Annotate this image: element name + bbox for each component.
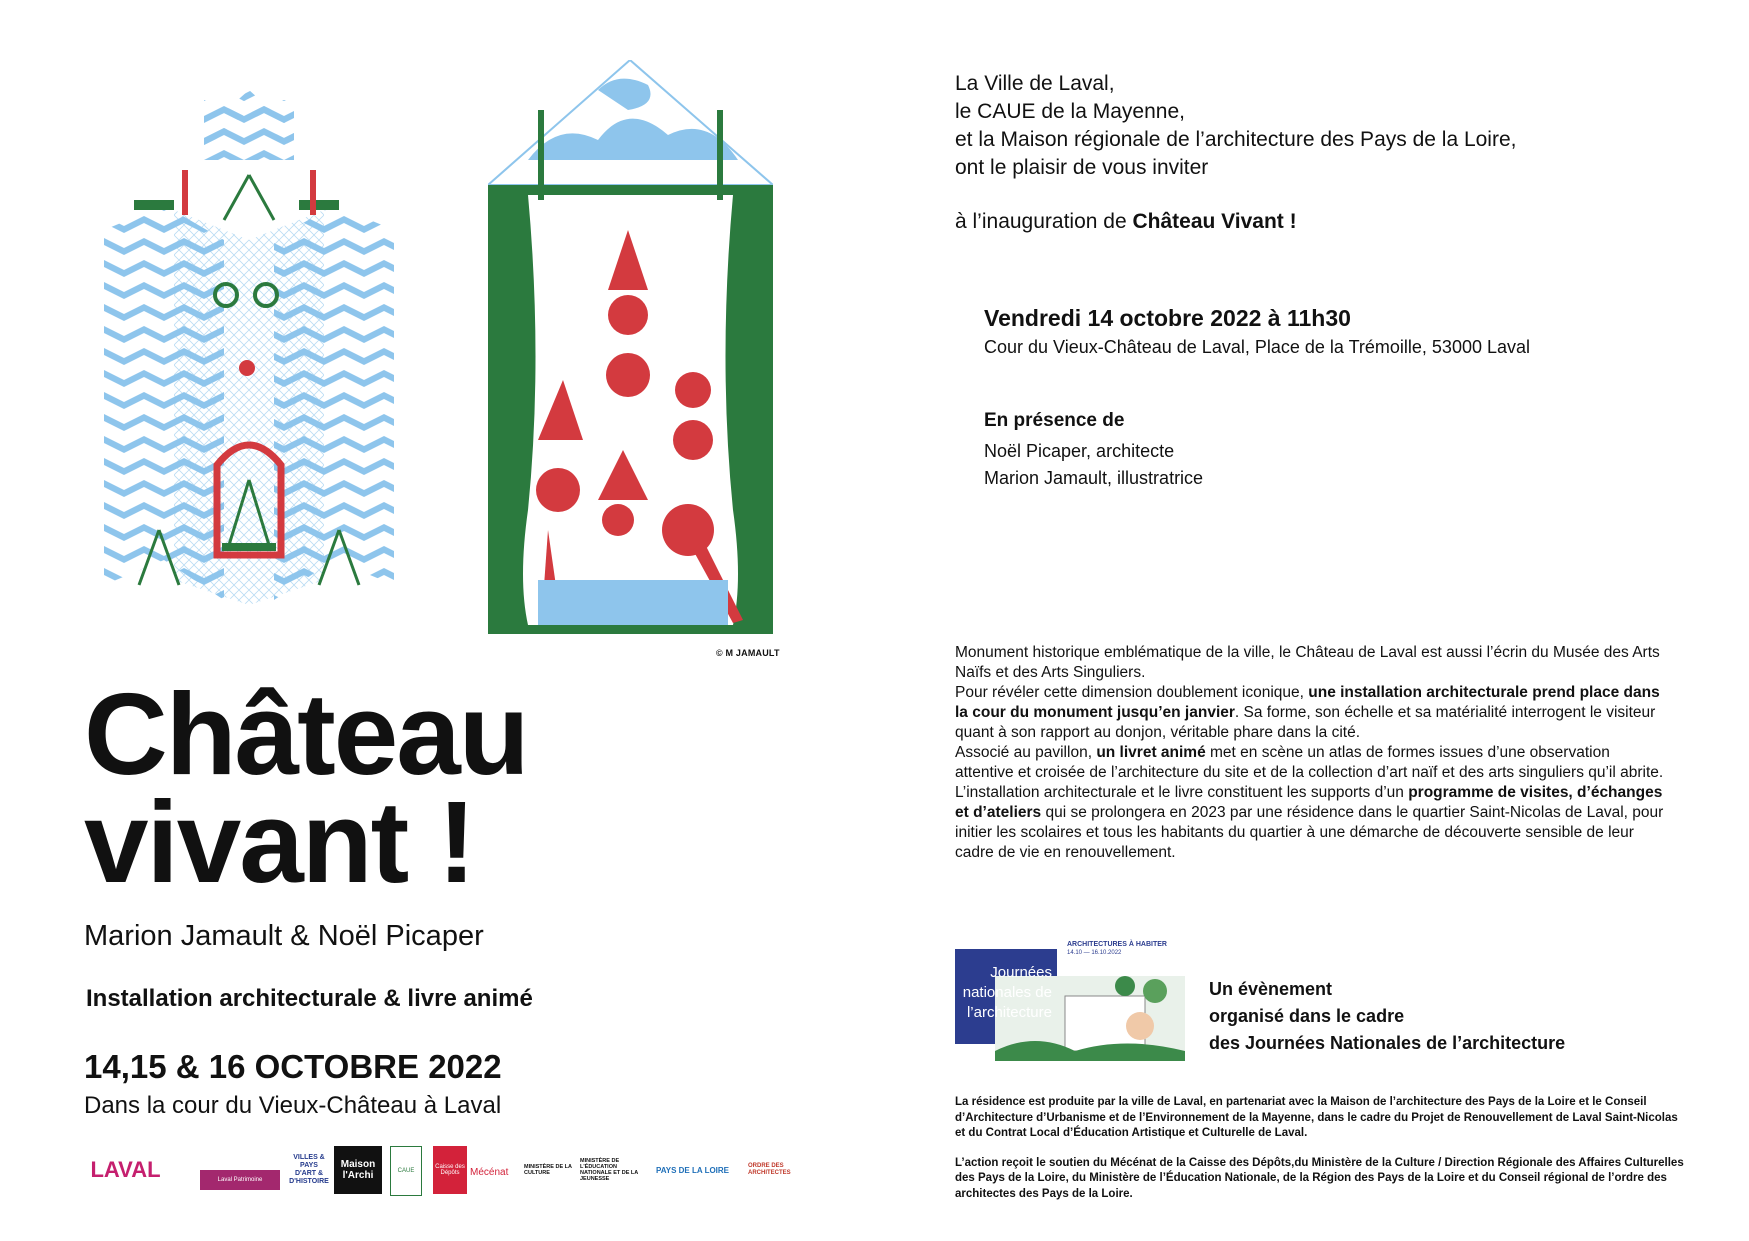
jna-title: Journées nationales de l’architecture bbox=[962, 964, 1052, 1021]
jna-banner bbox=[955, 941, 1185, 1061]
invite-line: La Ville de Laval, bbox=[955, 72, 1115, 95]
title-line-1: Château bbox=[84, 669, 528, 799]
event-context bbox=[1209, 976, 1565, 1057]
inauguration-datetime: Vendredi 14 octobre 2022 à 11h30 bbox=[984, 305, 1351, 331]
title-line-2: vivant ! bbox=[84, 777, 475, 907]
inauguration-line: à l’inauguration de Château Vivant ! bbox=[955, 210, 1297, 233]
castle-illustration-blue bbox=[104, 80, 394, 605]
pays-loire-logo: PAYS DE LA LOIRE bbox=[655, 1165, 730, 1175]
ordre-architectes-logo: ORDRE DES ARCHITECTES bbox=[748, 1163, 791, 1176]
illustration-credit: © M JAMAULT bbox=[716, 648, 780, 658]
presence-heading: En présence de bbox=[984, 410, 1125, 431]
desc-paragraph: Monument historique emblématique de la ville, le Château de Laval est aussi l’écrin du Musée des Arts Naïfs et des Arts Singuliers. bbox=[955, 644, 1660, 681]
laval-logo: LAVAL bbox=[90, 1157, 161, 1182]
jna-header: ARCHITECTURES À HABITER bbox=[1067, 941, 1167, 948]
subtitle: Installation architecturale & livre animé bbox=[86, 985, 533, 1012]
description bbox=[955, 643, 1665, 863]
invite-line: le CAUE de la Mayenne, bbox=[955, 100, 1185, 123]
castle-illustration-green bbox=[488, 60, 773, 634]
guest-list bbox=[984, 438, 1203, 492]
jna-dates: 14.10 — 16.10.2022 bbox=[1067, 950, 1122, 956]
invite-line: ont le plaisir de vous inviter bbox=[955, 156, 1209, 179]
ministere-education-logo: MINISTÈRE DE L'ÉDUCATION NATIONALE ET DE LA JEUNESSE bbox=[580, 1158, 639, 1182]
inauguration-address: Cour du Vieux-Château de Laval, Place de la Trémoille, 53000 Laval bbox=[984, 337, 1531, 357]
authors: Marion Jamault & Noël Picaper bbox=[84, 920, 484, 952]
event-place: Dans la cour du Vieux-Château à Laval bbox=[84, 1092, 502, 1119]
caisse-depots-logo: Caisse des Dépôts bbox=[433, 1146, 467, 1194]
invite-line: et la Maison régionale de l’architecture des Pays de la Loire, bbox=[955, 128, 1517, 151]
guest-item: Noël Picaper, architecte bbox=[984, 441, 1175, 461]
mecenat-logo: Mécénat bbox=[470, 1166, 509, 1178]
event-line: Un évènement bbox=[1209, 979, 1333, 999]
inauguration-name: Château Vivant ! bbox=[1132, 210, 1297, 233]
event-dates: 14,15 & 16 OCTOBRE 2022 bbox=[84, 1048, 502, 1085]
partner-logos bbox=[78, 1146, 798, 1198]
desc-paragraph: Associé au pavillon, un livret animé met en scène un atlas de formes issues d’une observation attentive et croisée de l’architecture du site et de la collection d’art naïf et des arts singuliers qu’il abrite. bbox=[955, 744, 1664, 781]
desc-paragraph: Pour révéler cette dimension doublement iconique, une installation architecturale prend place dans la cour du monument jusqu’en janvier. Sa forme, son échelle et sa matérialité interrogent le visiteur quant à son rapport au donjon, véritable phare dans la cité. bbox=[955, 684, 1660, 741]
event-line: des Journées Nationales de l’architecture bbox=[1209, 1033, 1566, 1053]
guest-item: Marion Jamault, illustratrice bbox=[984, 468, 1204, 488]
poster-title bbox=[84, 669, 528, 907]
fine-paragraph: L’action reçoit le soutien du Mécénat de la Caisse des Dépôts,du Ministère de la Culture / Direction Régionale des Affaires Culturelles des Pays de la Loire, du Ministère de l’Éducation Nationale, de la Région des Pays de la Loire et du Conseil régional de l’ordre des architectes des Pays de la Loire. bbox=[955, 1156, 1684, 1200]
ministere-culture-logo: MINISTÈRE DE LA CULTURE bbox=[524, 1164, 572, 1176]
caue-logo: CAUE bbox=[390, 1146, 422, 1196]
laval-patrimoine-logo: Laval Patrimoine bbox=[200, 1170, 280, 1190]
event-line: organisé dans le cadre bbox=[1209, 1006, 1405, 1026]
fine-print bbox=[955, 1095, 1685, 1216]
villes-art-histoire-logo: VILLES & PAYS D'ART & D'HISTOIRE bbox=[289, 1154, 329, 1185]
fine-paragraph: La résidence est produite par la ville de Laval, en partenariat avec la Maison de l’architecture des Pays de la Loire et le Conseil d’Architecture d’Urbanisme et de l’Environnement de la Mayenne, dans le cadre du Projet de Renouvellement de Laval Saint-Nicolas et du Contrat Local d’Éducation Artistique et Culturelle de Laval. bbox=[955, 1096, 1678, 1139]
invitation-lines bbox=[955, 70, 1516, 182]
maison-archi-logo: Maison l'Archi bbox=[334, 1146, 382, 1194]
desc-paragraph: L’installation architecturale et le livre constituent les supports d’un programme de visites, d’échanges et d’ateliers qui se prolongera en 2023 par une résidence dans le quartier Saint-Nicolas de Laval, pour initier les scolaires et tous les habitants du quartier à une démarche de découverte sensible de leur cadre de vie en renouvellement. bbox=[955, 784, 1664, 861]
